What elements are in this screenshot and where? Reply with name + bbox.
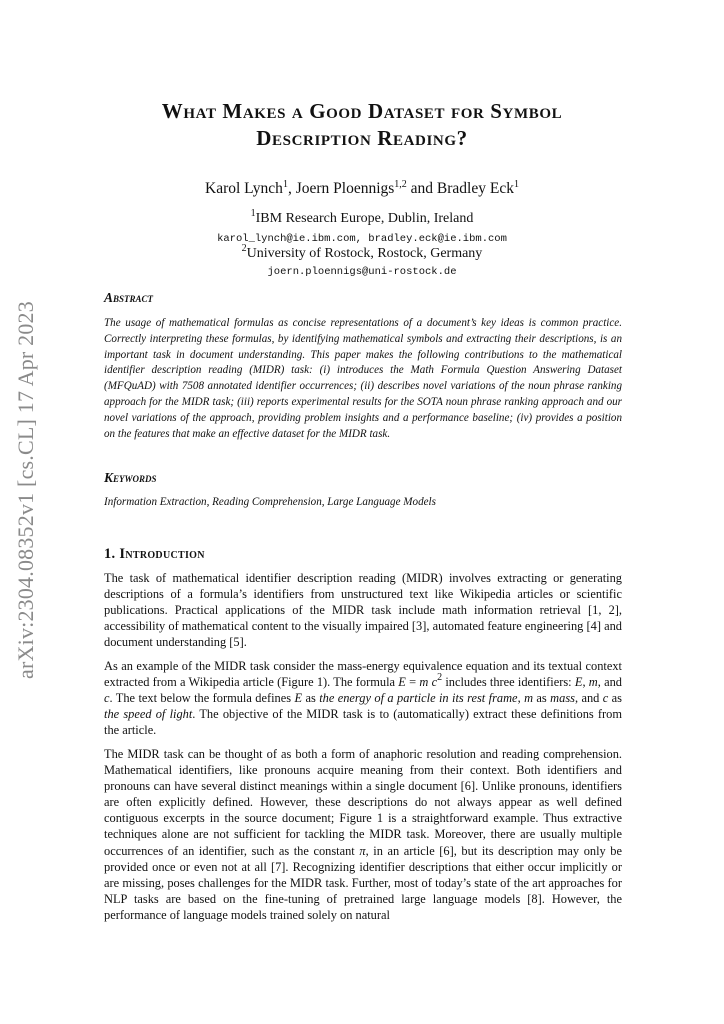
description-emphasis: the energy of a particle in its rest frame <box>319 691 518 706</box>
text-run: The MIDR task can be thought of as both a form of anaphoric resolution and reading comprehension. Mathematical identifiers, like pronouns acquire meaning from their context. Both identifiers and pronouns can have several distinct meanings within a single document [6]. Unlike pronouns, identifiers are often explicitly defined. However, these descriptions do not always appear as well defined contiguous excerpts in the source document; Figure 1 is a straightforward example. Thus extractive techniques alone are not sufficient for tackling the MIDR task. Moreover, there are usually multiple occurrences of an identifier, such as the constant <box>104 747 622 858</box>
intro-paragraph-2 <box>104 658 622 738</box>
affiliation-2 <box>90 243 634 262</box>
affiliation-1-emails: karol_lynch@ie.ibm.com, bradley.eck@ie.ibm.com <box>217 233 507 245</box>
arxiv-sidebar-stamp <box>4 301 48 679</box>
affiliation-name: University of Rostock, Rostock, Germany <box>246 246 483 261</box>
description-emphasis: the speed of light <box>104 707 193 722</box>
math-identifier: c <box>104 691 110 706</box>
author-affiliation-mark: 1 <box>282 179 288 190</box>
text-run: As an example of the MIDR task consider the mass-energy equivalence equation and its textual context extracted from a Wikipedia article (Figure 1). The formula <box>104 659 622 690</box>
author-name: Karol Lynch <box>205 180 283 197</box>
description-emphasis: mass <box>550 691 575 706</box>
text-run: as <box>608 691 622 706</box>
math-operator: = <box>405 675 420 690</box>
math-identifier: E <box>398 675 406 690</box>
math-exponent: 2 <box>437 672 443 684</box>
math-identifier: m <box>419 675 429 690</box>
text-run: includes three identifiers: <box>442 675 575 690</box>
math-identifier: E <box>294 691 303 706</box>
affiliation-2-email: joern.ploennigs@uni-rostock.de <box>267 266 457 278</box>
author-list: Karol Lynch$^1$, Joern Ploennigs$^{1,2}$ and Bradley Eck$^1$ <box>205 179 519 197</box>
math-identifier: m <box>588 675 598 690</box>
keywords-heading: Keywords <box>104 470 157 485</box>
text-run: , and <box>597 675 622 690</box>
math-identifier: c <box>431 675 438 690</box>
text-run: . The objective of the MIDR task is to (automatically) extract these definitions from the article. <box>104 707 622 738</box>
intro-paragraph-1: The task of mathematical identifier description reading (MIDR) involves extracting or generating descriptions of a formula’s identifiers from unstructured text like Wikipedia articles or scientific publications. Practical applications of the MIDR task include math information retrieval [1, 2], accessibility of mathematical content to the visually impaired [3], automated feature engineering [4] and document understanding [5]. <box>104 571 622 650</box>
author-conjunction: and <box>410 180 434 197</box>
author-name: Bradley Eck <box>436 180 514 197</box>
abstract-text: The usage of mathematical formulas as concise representations of a document’s key ideas is common practice. Correctly interpreting these formulas, by identifying mathematical symbols and extracting their descriptions, is an important task in document understanding. This paper makes the following contributions to the mathematical identifier description reading (MIDR) task: (i) introduces the Math Formula Question Answering Dataset (MFQuAD) with 7508 annotated identifier occurrences; (ii) describes novel variations of the noun phrase ranking approach for the MIDR task; (iii) reports experimental results for the SOTA noun phrase ranking approach and our novel variations of the approach, providing problem insights and a performance baseline; (iv) provides a position on the features that make an effective dataset for the MIDR task. <box>104 317 622 440</box>
paper-title <box>90 98 634 152</box>
text-run: as <box>533 691 551 706</box>
author-affiliation-mark: 1,2 <box>394 179 407 190</box>
text-run: , <box>582 675 589 690</box>
text-run: as <box>302 691 320 706</box>
text-run: , <box>517 691 525 706</box>
arxiv-id-text: arXiv:2304.08352v1 [cs.CL] 17 Apr 2023 <box>13 301 38 679</box>
affiliation-name: IBM Research Europe, Dublin, Ireland <box>255 211 474 226</box>
math-identifier: c <box>602 691 609 706</box>
text-run: , and <box>574 691 603 706</box>
math-identifier: π <box>359 843 366 858</box>
intro-paragraph-3 <box>104 746 622 923</box>
author-affiliation-mark: 1 <box>513 179 519 190</box>
affiliation-1 <box>90 208 634 227</box>
math-identifier: E <box>574 675 583 690</box>
introduction-heading: 1. Introduction <box>104 546 205 562</box>
text-run: . The text below the formula defines <box>109 691 295 706</box>
title-line-2: Description Reading? <box>256 126 468 150</box>
affiliation-mark: 2 <box>241 243 247 254</box>
abstract-heading: Abstract <box>104 290 154 305</box>
author-name: Joern Ploennigs <box>295 180 395 197</box>
text-run: , in an article [6], but its description may only be provided once or even not at all [7]. Recognizing identifier descriptions that either occur implicitly or are missing, poses challenges for the MIDR task. Further, most of today’s state of the art approaches for NLP tasks are based on the fine-tuning of pretrained large language models [8]. However, the performance of language models trained solely on natural <box>104 843 622 922</box>
keywords-text: Information Extraction, Reading Comprehension, Large Language Models <box>104 496 436 508</box>
title-line-1: What Makes a Good Dataset for Symbol <box>161 99 563 123</box>
math-identifier: m <box>524 691 534 706</box>
affiliation-mark: 1 <box>250 208 256 219</box>
